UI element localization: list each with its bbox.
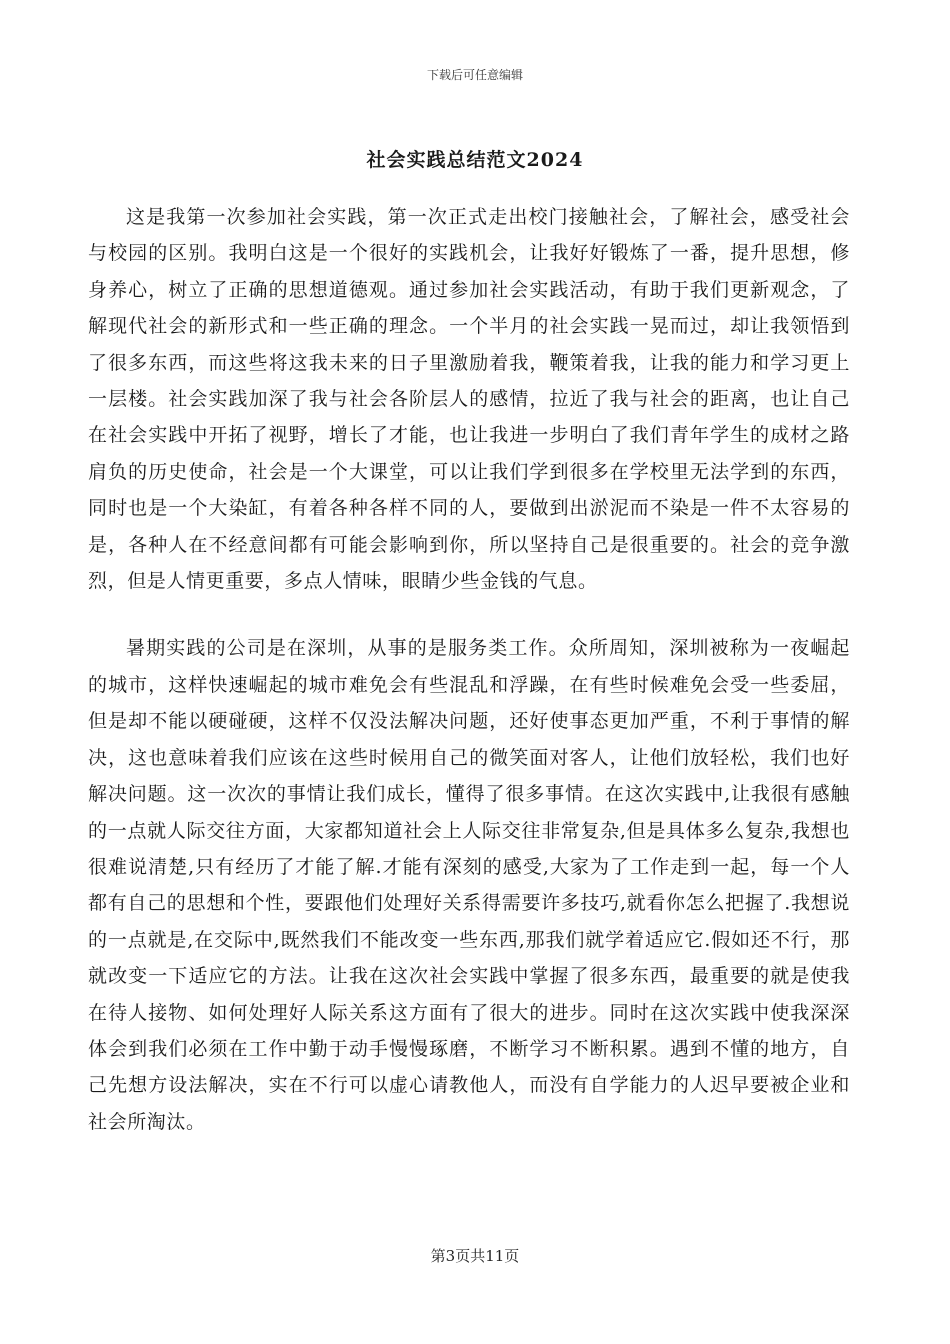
document-title: 社会实践总结范文2024 (366, 149, 584, 171)
page-number: 第3页共11页 (430, 1247, 520, 1265)
header-note: 下载后可任意编辑 (426, 68, 523, 82)
paragraph: 这是我第一次参加社会实践，第一次正式走出校门接触社会，了解社会，感受社会与校园的区别。我明白这是一个很好的实践机会，让我好好锻炼了一番，提升思想，修身养心，树立了正确的思想道德观。通过参加社会实践活动，有助于我们更新观念，了解现代社会的新形式和一些正确的理念。一个半月的社会实践一晃而过，却让我领悟到了很多东西，而这些将这我未来的日子里激励着我，鞭策着我，让我的能力和学习更上一层楼。社会实践加深了我与社会各阶层人的感情，拉近了我与社会的距离，也让自己在社会实践中开拓了视野，增长了才能，也让我进一步明白了我们青年学生的成材之路肩负的历史使命，社会是一个大课堂，可以让我们学到很多在学校里无法学到的东西，同时也是一个大染缸，有着各种各样不同的人，要做到出淤泥而不染是一件不太容易的是，各种人在不经意间都有可能会影响到你，所以坚持自己是很重要的。社会的竞争激烈，但是人情更重要，多点人情味，眼睛少些金钱的气息。 (88, 206, 850, 593)
paragraph: 暑期实践的公司是在深圳，从事的是服务类工作。众所周知，深圳被称为一夜崛起的城市，这样快速崛起的城市难免会有些混乱和浮躁，在有些时候难免会受一些委屈，但是却不能以硬碰硬，这样不仅没法解决问题，还好使事态更加严重，不利于事情的解决，这也意味着我们应该在这些时候用自己的微笑面对客人，让他们放轻松，我们也好解决问题。这一次次的事情让我们成长，懂得了很多事情。在这次实践中,让我很有感触的一点就人际交往方面，大家都知道社会上人际交往非常复杂,但是具体多么复杂,我想也很难说清楚,只有经历了才能了解.才能有深刻的感受,大家为了工作走到一起，每一个人都有自己的思想和个性，要跟他们处理好关系得需要许多技巧,就看你怎么把握了.我想说的一点就是,在交际中,既然我们不能改变一些东西,那我们就学着适应它.假如还不行，那就改变一下适应它的方法。让我在这次社会实践中掌握了很多东西，最重要的就是使我在待人接物、如何处理好人际关系这方面有了很大的进步。同时在这次实践中使我深深体会到我们必须在工作中勤于动手慢慢琢磨，不断学习不断积累。遇到不懂的地方，自己先想方设法解决，实在不行可以虚心请教他人，而没有自学能力的人迟早要被企业和社会所淘汰。 (88, 637, 850, 1133)
document-body (88, 199, 850, 1140)
